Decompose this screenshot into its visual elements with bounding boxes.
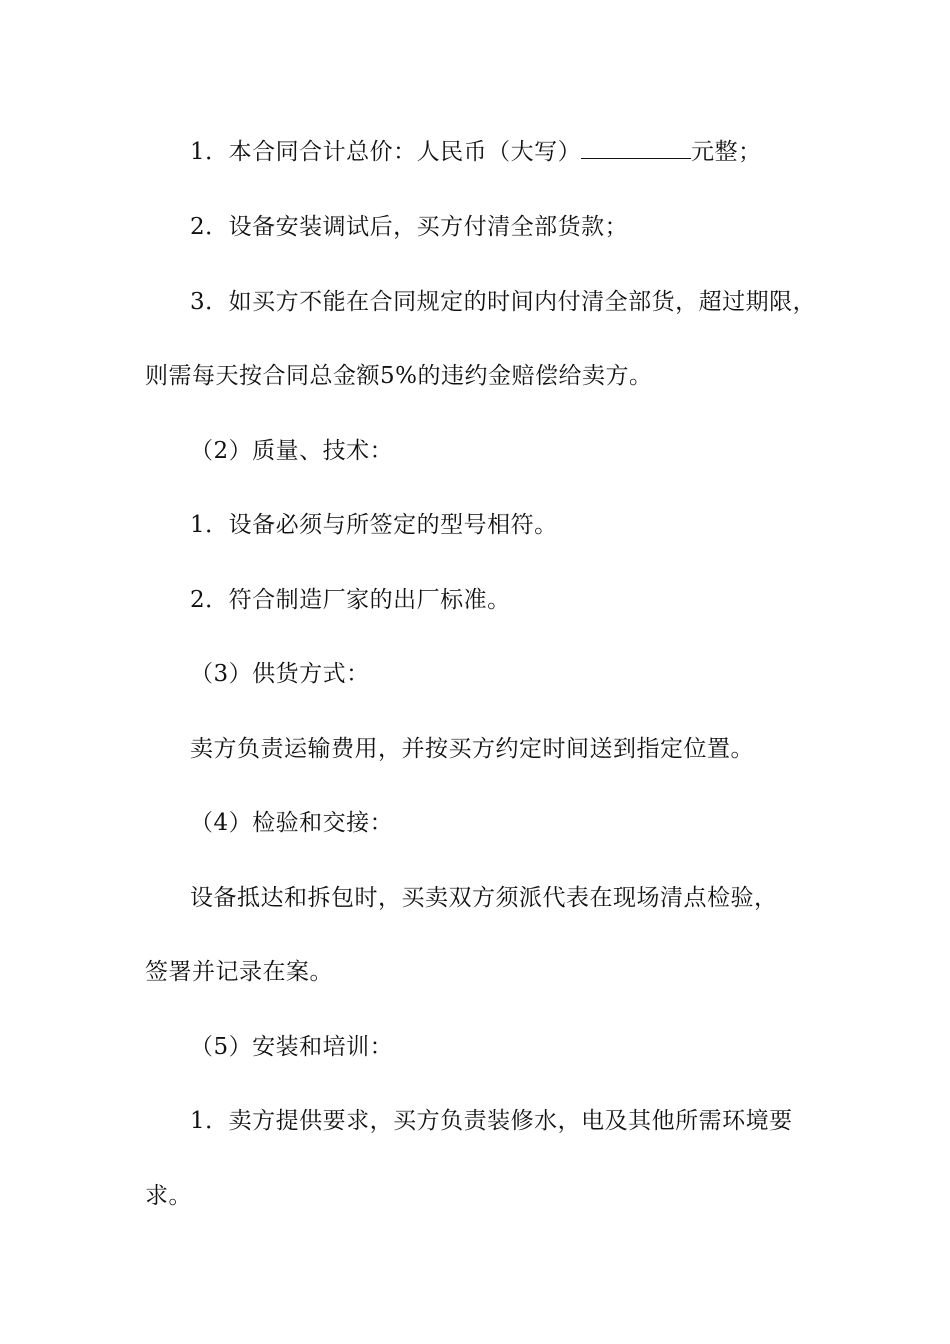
payment-total-suffix: 元整；	[691, 139, 762, 165]
section-heading-inspection: （4）检验和交接：	[190, 810, 394, 836]
payment-clause-3: 3．如买方不能在合同规定的时间内付清全部货，超过期限，	[190, 289, 817, 315]
quality-clause-1: 1．设备必须与所签定的型号相符。	[190, 512, 558, 538]
payment-total-line	[190, 137, 762, 167]
section-heading-installation: （5）安装和培训：	[190, 1034, 394, 1060]
inspection-clause-continued: 签署并记录在案。	[145, 959, 333, 985]
supply-clause: 卖方负责运输费用，并按买方约定时间送到指定位置。	[190, 736, 754, 762]
installation-clause-1: 1．卖方提供要求，买方负责装修水，电及其他所需环境要	[190, 1108, 793, 1134]
inspection-clause: 设备抵达和拆包时，买卖双方须派代表在现场清点检验，	[190, 885, 778, 911]
payment-total-text: 1．本合同合计总价：人民币（大写）	[190, 139, 582, 165]
payment-clause-2: 2．设备安装调试后，买方付清全部货款；	[190, 214, 629, 240]
section-heading-supply: （3）供货方式：	[190, 661, 370, 687]
installation-clause-1-continued: 求。	[145, 1183, 192, 1209]
section-heading-quality: （2）质量、技术：	[190, 438, 394, 464]
quality-clause-2: 2．符合制造厂家的出厂标准。	[190, 587, 511, 613]
payment-clause-3-continued: 则需每天按合同总金额5%的违约金赔偿给卖方。	[145, 363, 653, 389]
amount-blank-field	[581, 138, 691, 159]
